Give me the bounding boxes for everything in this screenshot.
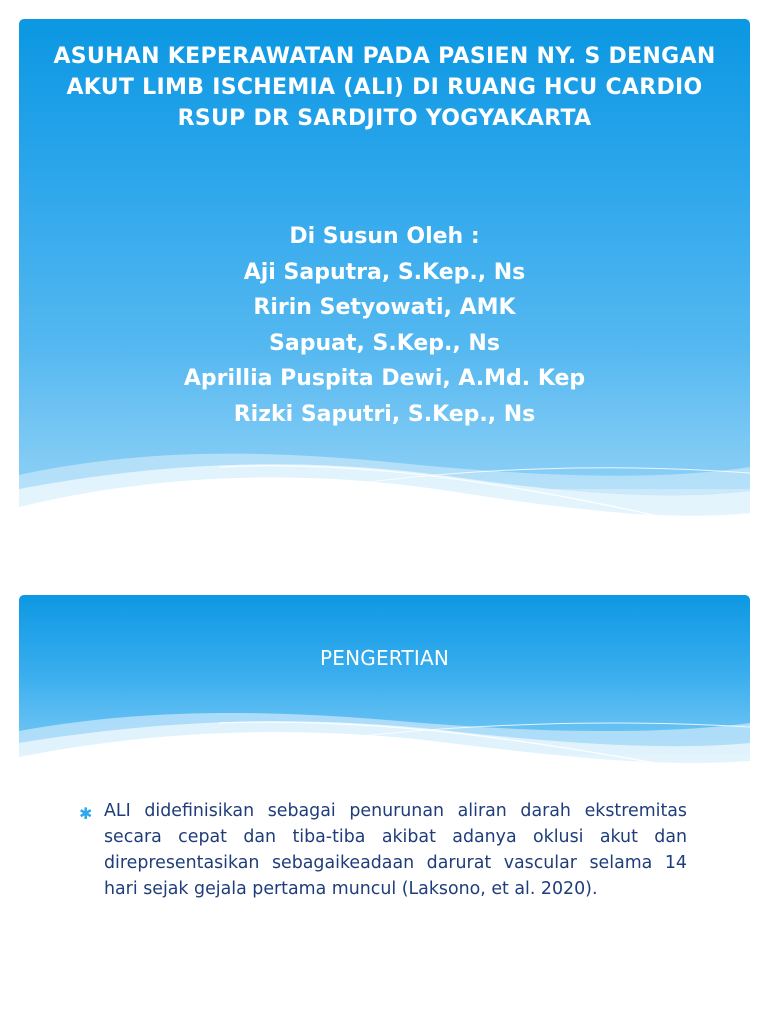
author-name: Ririn Setyowati, AMK: [253, 295, 516, 321]
definition-slide-wave-decoration: [19, 695, 750, 785]
author-heading: Di Susun Oleh :: [289, 224, 480, 249]
definition-slide: [19, 595, 750, 1001]
definition-paragraph: ALI didefinisikan sebagai penurunan aliran darah ekstremitas secara cepat dan tiba-tiba akibat adanya oklusi akut dan direpresentasikan sebagaikeadaan darurat vascular selama 14 hari sejak gejala pertama muncul (Laksono, et al. 2020).: [104, 801, 687, 899]
title-slide-wave-decoration: [19, 429, 750, 541]
author-name: Rizki Saputri, S.Kep., Ns: [233, 401, 536, 427]
author-name: Aji Saputra, S.Kep., Ns: [243, 259, 526, 285]
section-title: PENGERTIAN: [320, 646, 449, 670]
asterisk-bullet-icon: ✱: [79, 804, 93, 823]
author-list: [49, 219, 720, 433]
author-name: Aprillia Puspita Dewi, A.Md. Kep: [183, 366, 586, 392]
author-name: Sapuat, S.Kep., Ns: [269, 330, 500, 356]
title-slide: [19, 19, 750, 541]
presentation-title: ASUHAN KEPERAWATAN PADA PASIEN NY. S DENGAN AKUT LIMB ISCHEMIA (ALI) DI RUANG HCU CARDIO RSUP DR SARDJITO YOGYAKARTA: [53, 44, 716, 131]
